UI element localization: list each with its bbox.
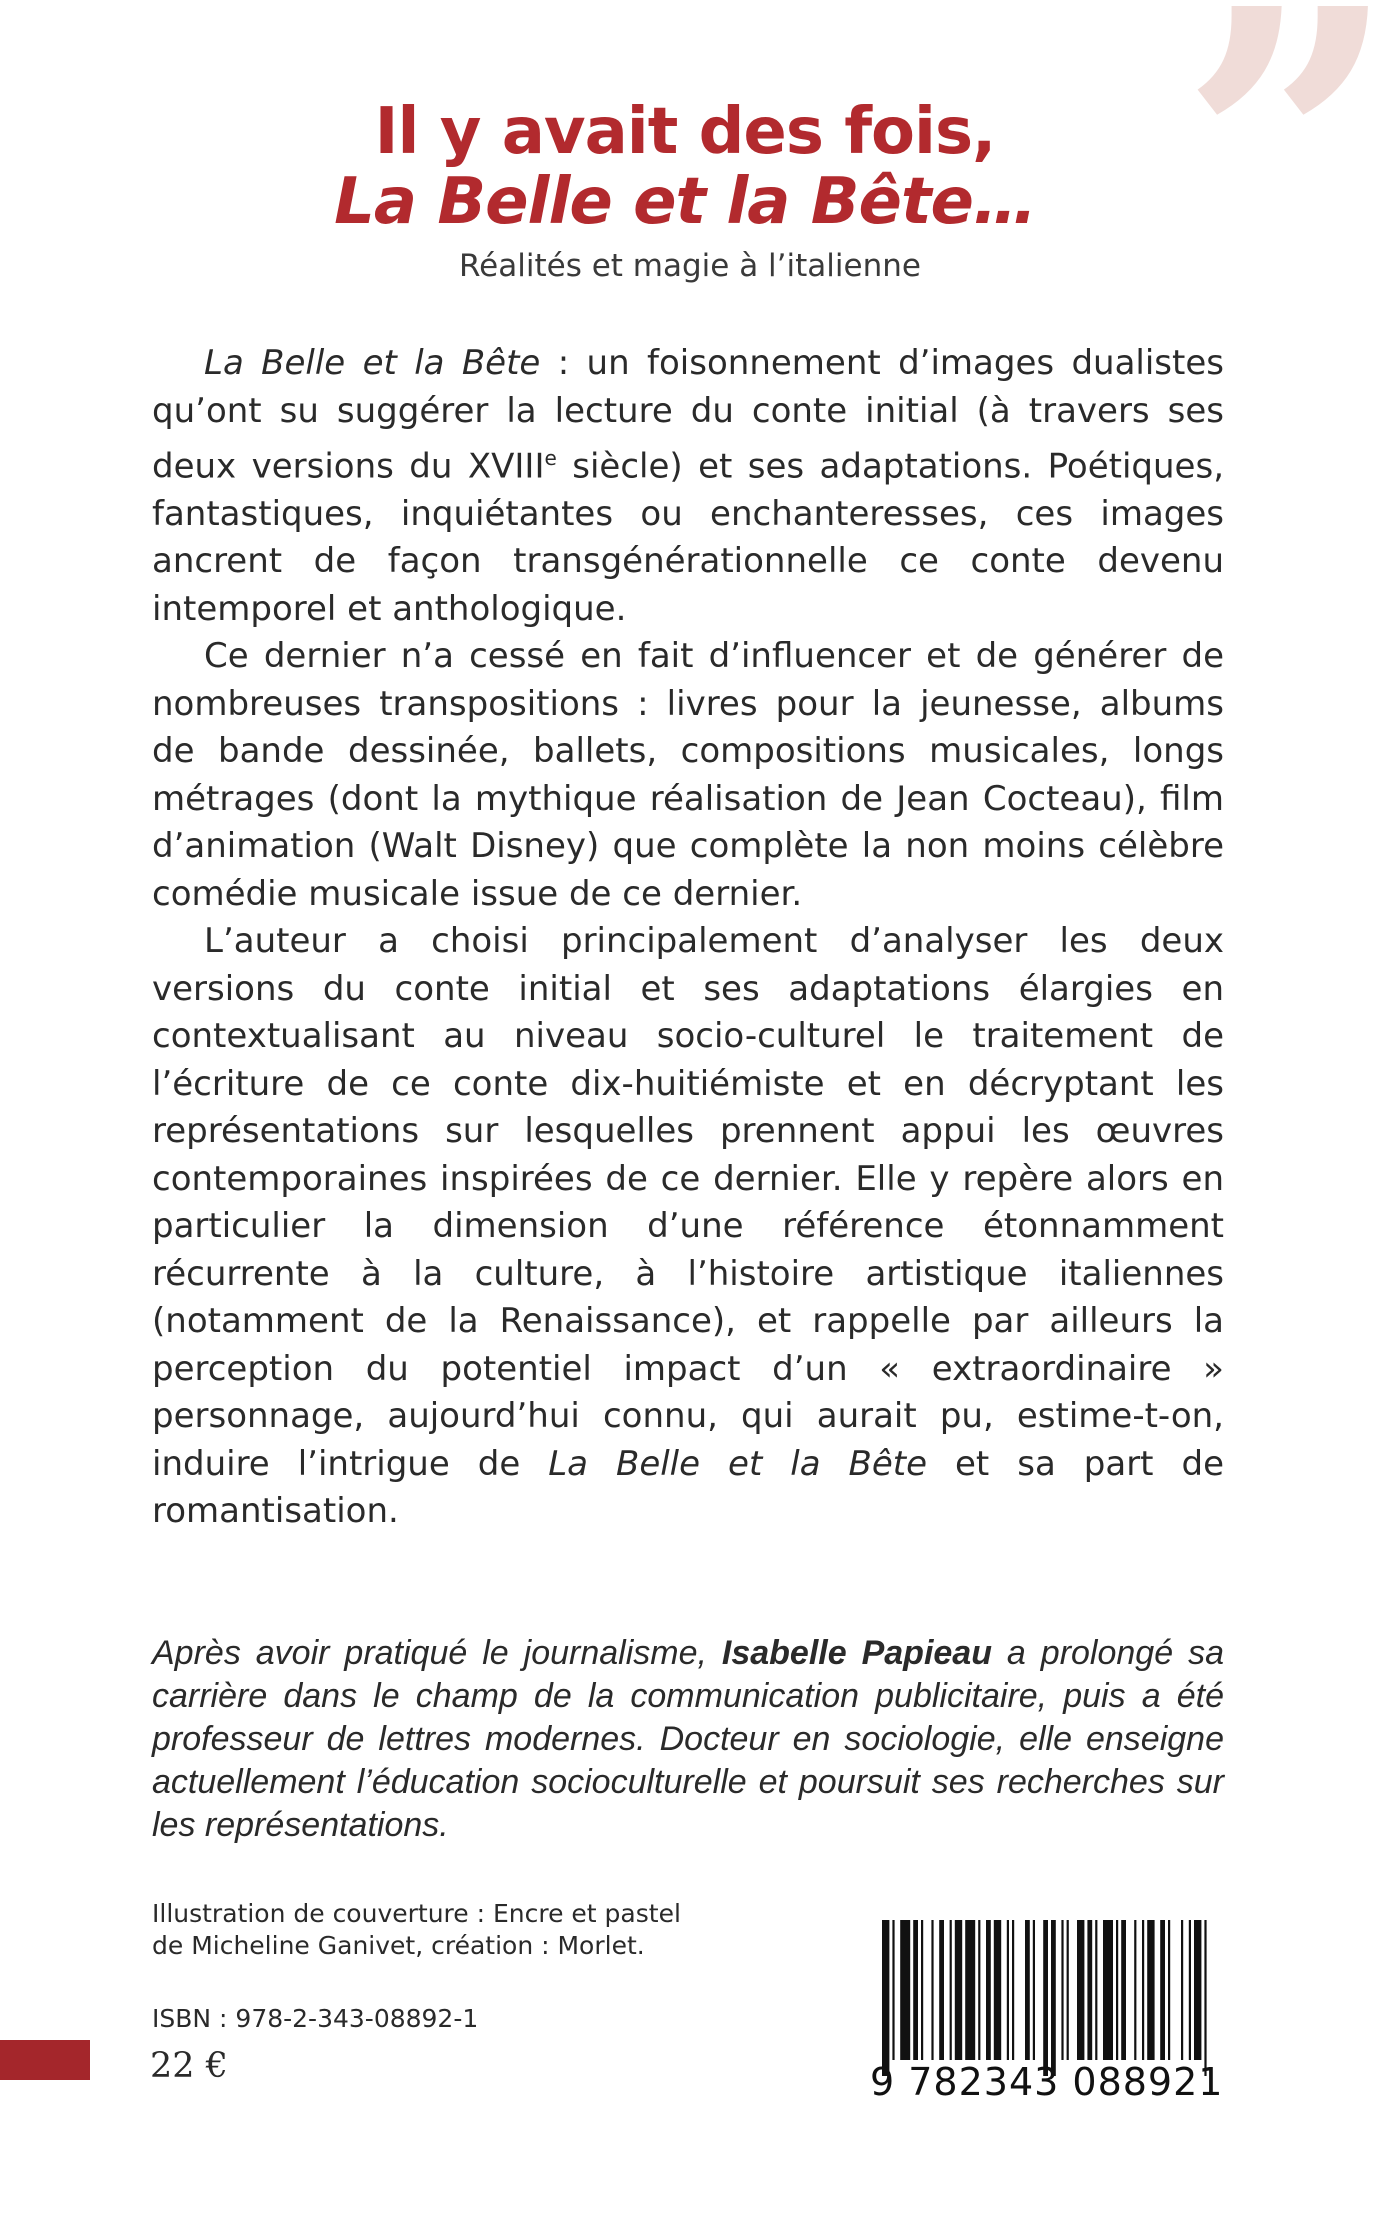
barcode-bar [1033,1920,1035,2060]
barcode-bar [1103,1920,1113,2060]
barcode-bar [994,1920,1001,2060]
barcode-bar [1147,1920,1154,2060]
summary-paragraph-1 [152,340,1224,633]
barcode-digits: 9 782343 088921 [870,2060,1224,2104]
barcode-bar [1189,1920,1191,2060]
barcode-bar [1012,1920,1014,2060]
cover-credits [152,1898,681,1962]
summary-paragraph-3 [152,918,1224,1536]
barcode-bar [950,1920,952,2060]
barcode-bar [882,1920,889,2076]
decorative-quote-mark: ” [1179,0,1368,373]
barcode-bars [880,1920,1215,2076]
subtitle: Réalités et magie à l’italienne [459,248,921,284]
barcode-bar [986,1920,991,2060]
book-title-italic: La Belle et la Bête [548,1443,928,1484]
barcode-bar [1007,1920,1009,2060]
barcode [880,1920,1215,2076]
barcode-bar [1025,1920,1030,2060]
barcode-bar [1077,1920,1084,2060]
barcode-bar [1181,1920,1183,2060]
barcode-bar [913,1920,918,2060]
barcode-bar [921,1920,923,2060]
barcode-bar [1134,1920,1136,2060]
author-name: Isabelle Papieau [721,1634,992,1672]
barcode-bar [1116,1920,1118,2060]
barcode-bar [1061,1920,1063,2060]
barcode-bar [1168,1920,1170,2060]
credits-line-2: de Micheline Ganivet, création : Morlet. [152,1931,645,1960]
summary-p1-text-a: : un foisonnement d’images dualistes qu’ont su suggérer la lecture du conte initial (à travers ses deux versions du XVIII [152,343,1224,487]
price: 22 € [150,2046,228,2086]
barcode-bar [1051,1920,1056,2076]
book-title-italic: La Belle et la Bête [204,343,541,383]
isbn: ISBN : 978-2-343-08892-1 [152,2004,479,2033]
bio-text-a: Après avoir pratiqué le journalisme, [152,1634,722,1672]
barcode-bar [1067,1920,1069,2060]
barcode-bar [978,1920,980,2060]
barcode-bar [900,1920,910,2060]
barcode-bar [965,1920,975,2060]
barcode-bar [1095,1920,1097,2060]
summary-p3-text-b: et sa part de romantisation. [152,1443,1224,1532]
summary-text [152,340,1224,1536]
barcode-bar [1142,1920,1144,2060]
superscript-e: e [544,446,557,470]
barcode-bar [1204,1920,1206,2076]
barcode-bar [1194,1920,1201,2060]
title-line-1: Il y avait des fois, [374,95,996,169]
credits-line-1: Illustration de couverture : Encre et pastel [152,1899,681,1928]
barcode-bar [939,1920,944,2060]
barcode-bar [931,1920,933,2060]
summary-p3-text-a: L’auteur a choisi principalement d’analyser les deux versions du conte initial et ses adaptations élargies en contextualisant au niveau socio-culturel le traitement de l’écriture de ce conte dix-huitiémiste et en décryptant les représentations sur lesquelles prennent appui les œuvres contemporaines inspirées de ce dernier. Elle y repère alors en particulier la dimension d’une référence étonnamment récurrente à la culture, à l’histoire artistique italiennes (notamment de la Renaissance), et rappelle par ailleurs la perception du potentiel impact d’un « extraordinaire » personnage, aujourd’hui connu, qui aurait pu, estime-t-on, induire l’intrigue de [152,921,1224,1484]
title-line-2: La Belle et la Bête… [334,165,1036,239]
barcode-bar [1087,1920,1092,2060]
red-accent-bar [0,2040,90,2080]
barcode-bar [1121,1920,1126,2060]
bio-text-b: a prolongé sa carrière dans le champ de la communication publicitaire, puis a été professeur de lettres modernes. Docteur en sociologie, elle enseigne actuellement l’éducation socioculturelle et poursuit ses recherches sur les représentations. [152,1634,1224,1844]
barcode-bar [892,1920,894,2060]
barcode-bar [955,1920,962,2060]
author-bio [152,1632,1224,1847]
barcode-bar [1043,1920,1048,2076]
summary-paragraph-2: Ce dernier n’a cessé en fait d’influencer et de générer de nombreuses transpositions : livres pour la jeunesse, albums de bande dessinée, ballets, compositions musicales, longs métrages (dont la mythique réalisation de Jean Cocteau), film d’animation (Walt Disney) que complète la non moins célèbre comédie musicale issue de ce dernier. [152,636,1224,914]
summary-p1-text-b: siècle) et ses adaptations. Poétiques, fantastiques, inquiétantes ou enchanteresses, ces images ancrent de façon transgénérationnelle ce conte devenu intemporel et anthologique. [152,446,1224,629]
barcode-bar [1160,1920,1165,2060]
